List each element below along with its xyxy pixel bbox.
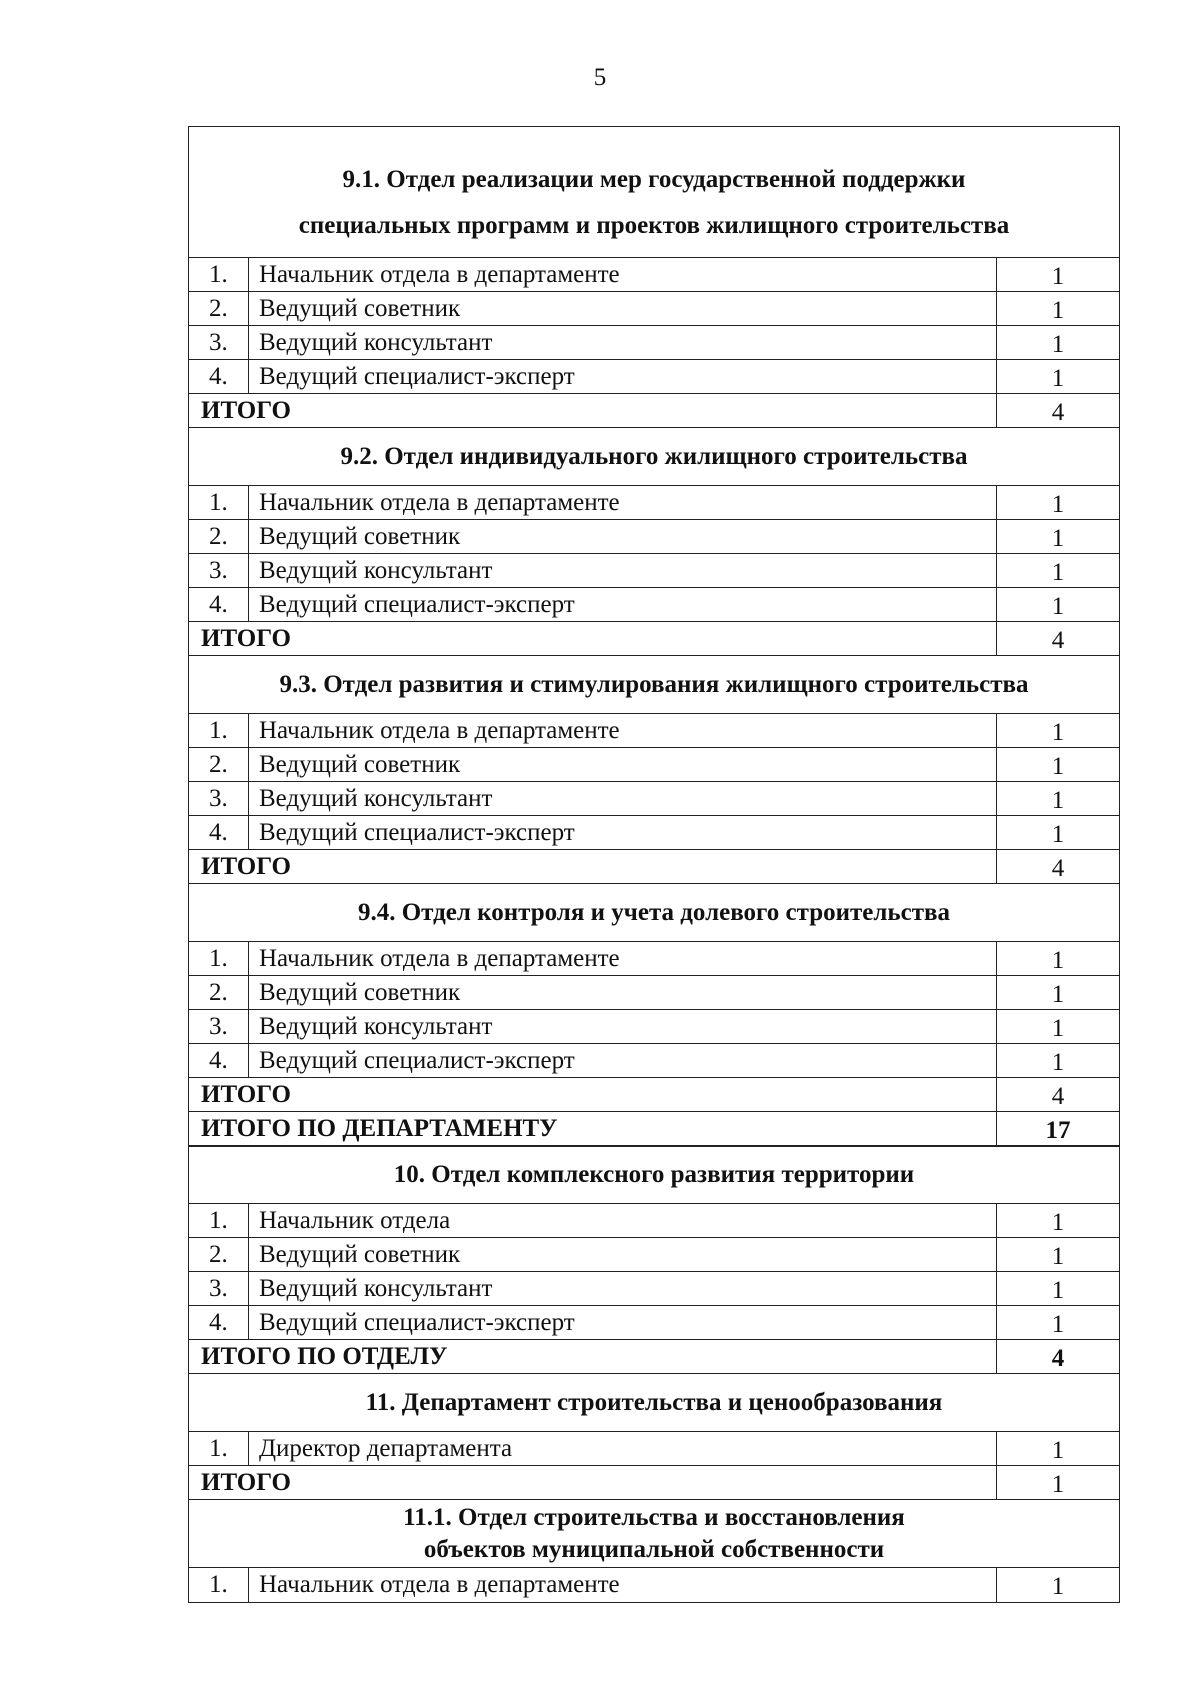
total-value: 17 bbox=[1045, 1116, 1071, 1144]
table-row bbox=[189, 326, 1119, 360]
position-name: Ведущий советник bbox=[249, 976, 997, 1009]
row-number: 2. bbox=[189, 520, 249, 553]
position-count: 1 bbox=[1051, 1276, 1065, 1304]
position-name: Ведущий консультант bbox=[249, 1272, 997, 1305]
position-count: 1 bbox=[1051, 364, 1065, 392]
department-total-row bbox=[189, 1112, 1119, 1146]
section-title-line: специальных программ и проектов жилищного строительства bbox=[298, 212, 1010, 239]
position-name: Ведущий консультант bbox=[249, 326, 997, 359]
section-title-line: 10. Отдел комплексного развития территории bbox=[393, 1161, 915, 1188]
table-row bbox=[189, 520, 1119, 554]
row-number: 1. bbox=[189, 1432, 249, 1465]
row-number: 4. bbox=[189, 816, 249, 849]
total-value: 4 bbox=[1051, 854, 1065, 882]
row-number: 1. bbox=[189, 1204, 249, 1237]
table-row bbox=[189, 1010, 1119, 1044]
table-row bbox=[189, 1306, 1119, 1340]
total-label: ИТОГО bbox=[189, 1078, 997, 1111]
total-value: 4 bbox=[1051, 1082, 1065, 1110]
row-number: 3. bbox=[189, 326, 249, 359]
row-number: 1. bbox=[189, 258, 249, 291]
section-title-line: 9.4. Отдел контроля и учета долевого строительства bbox=[357, 898, 951, 926]
total-row bbox=[189, 394, 1119, 428]
section-header bbox=[189, 1374, 1119, 1432]
row-number: 3. bbox=[189, 554, 249, 587]
table-row bbox=[189, 748, 1119, 782]
position-name: Ведущий консультант bbox=[249, 554, 997, 587]
table-row bbox=[189, 1204, 1119, 1238]
position-name: Директор департамента bbox=[249, 1432, 997, 1465]
position-name: Ведущий специалист-эксперт bbox=[249, 1044, 997, 1077]
position-count: 1 bbox=[1051, 558, 1065, 586]
table-row bbox=[189, 486, 1119, 520]
position-name: Начальник отдела bbox=[249, 1204, 997, 1237]
table-row bbox=[189, 588, 1119, 622]
table-row bbox=[189, 360, 1119, 394]
position-count: 1 bbox=[1051, 786, 1065, 814]
section-header bbox=[189, 884, 1119, 942]
total-value: 4 bbox=[1051, 398, 1065, 426]
position-name: Ведущий советник bbox=[249, 748, 997, 781]
row-number: 1. bbox=[189, 486, 249, 519]
position-count: 1 bbox=[1051, 296, 1065, 324]
row-number: 2. bbox=[189, 292, 249, 325]
total-value: 1 bbox=[1051, 1470, 1065, 1498]
position-count: 1 bbox=[1051, 524, 1065, 552]
position-count: 1 bbox=[1051, 330, 1065, 358]
row-number: 4. bbox=[189, 1044, 249, 1077]
table-row bbox=[189, 816, 1119, 850]
row-number: 3. bbox=[189, 1010, 249, 1043]
table-row bbox=[189, 1044, 1119, 1078]
table-row bbox=[189, 1432, 1119, 1466]
position-name: Ведущий консультант bbox=[249, 782, 997, 815]
position-count: 1 bbox=[1051, 1436, 1065, 1464]
section-header bbox=[189, 1500, 1119, 1568]
position-count: 1 bbox=[1051, 980, 1065, 1008]
staff-table bbox=[188, 126, 1120, 1603]
total-row bbox=[189, 1340, 1119, 1374]
table-row bbox=[189, 714, 1119, 748]
position-count: 1 bbox=[1051, 1048, 1065, 1076]
total-label: ИТОГО bbox=[189, 1466, 997, 1499]
row-number: 1. bbox=[189, 714, 249, 747]
total-label: ИТОГО ПО ДЕПАРТАМЕНТУ bbox=[189, 1112, 997, 1145]
section-title-line: 9.3. Отдел развития и стимулирования жилищного строительства bbox=[279, 670, 1029, 698]
position-name: Начальник отдела в департаменте bbox=[249, 942, 997, 975]
position-count: 1 bbox=[1051, 820, 1065, 848]
position-name: Ведущий советник bbox=[249, 292, 997, 325]
row-number: 2. bbox=[189, 976, 249, 1009]
total-label: ИТОГО bbox=[189, 394, 997, 427]
total-row bbox=[189, 1466, 1119, 1500]
position-name: Начальник отдела в департаменте bbox=[249, 486, 997, 519]
position-name: Ведущий консультант bbox=[249, 1010, 997, 1043]
position-name: Ведущий специалист-эксперт bbox=[249, 1306, 997, 1339]
section-title-line: объектов муниципальной собственности bbox=[423, 1535, 885, 1563]
position-count: 1 bbox=[1051, 718, 1065, 746]
position-name: Ведущий советник bbox=[249, 1238, 997, 1271]
row-number: 1. bbox=[189, 1568, 249, 1602]
total-row bbox=[189, 1078, 1119, 1112]
row-number: 2. bbox=[189, 748, 249, 781]
section-header bbox=[189, 127, 1119, 258]
position-name: Ведущий специалист-эксперт bbox=[249, 816, 997, 849]
section-header bbox=[189, 656, 1119, 714]
row-number: 4. bbox=[189, 588, 249, 621]
total-value: 4 bbox=[1051, 626, 1065, 654]
row-number: 4. bbox=[189, 1306, 249, 1339]
position-name: Ведущий советник bbox=[249, 520, 997, 553]
total-row bbox=[189, 622, 1119, 656]
row-number: 2. bbox=[189, 1238, 249, 1271]
section-header bbox=[189, 1146, 1119, 1204]
section-title-line: 11. Департамент строительства и ценообразования bbox=[365, 1388, 943, 1416]
table-row bbox=[189, 1238, 1119, 1272]
position-count: 1 bbox=[1051, 490, 1065, 518]
table-row bbox=[189, 782, 1119, 816]
page-number: 5 bbox=[593, 64, 607, 91]
position-count: 1 bbox=[1051, 1573, 1065, 1600]
position-count: 1 bbox=[1051, 1014, 1065, 1042]
table-row bbox=[189, 292, 1119, 326]
total-label: ИТОГО bbox=[189, 622, 997, 655]
position-count: 1 bbox=[1051, 262, 1065, 290]
row-number: 1. bbox=[189, 942, 249, 975]
section-title-line: 11.1. Отдел строительства и восстановления bbox=[403, 1503, 905, 1531]
row-number: 3. bbox=[189, 1272, 249, 1305]
table-row bbox=[189, 942, 1119, 976]
row-number: 3. bbox=[189, 782, 249, 815]
row-number: 4. bbox=[189, 360, 249, 393]
total-label: ИТОГО bbox=[189, 850, 997, 883]
position-count: 1 bbox=[1051, 946, 1065, 974]
position-count: 1 bbox=[1051, 1242, 1065, 1270]
total-label: ИТОГО ПО ОТДЕЛУ bbox=[189, 1340, 997, 1373]
section-header bbox=[189, 428, 1119, 486]
table-row bbox=[189, 976, 1119, 1010]
position-name: Ведущий специалист-эксперт bbox=[249, 588, 997, 621]
position-count: 1 bbox=[1051, 752, 1065, 780]
position-count: 1 bbox=[1051, 1310, 1065, 1338]
section-title-line: 9.1. Отдел реализации мер государственной поддержки bbox=[342, 166, 966, 193]
table-row bbox=[189, 258, 1119, 292]
total-value: 4 bbox=[1051, 1344, 1065, 1372]
position-name: Ведущий специалист-эксперт bbox=[249, 360, 997, 393]
position-name: Начальник отдела в департаменте bbox=[249, 258, 997, 291]
position-name: Начальник отдела в департаменте bbox=[249, 1568, 997, 1602]
position-count: 1 bbox=[1051, 1208, 1065, 1236]
position-count: 1 bbox=[1051, 592, 1065, 620]
section-title-line: 9.2. Отдел индивидуального жилищного строительства bbox=[340, 442, 968, 470]
table-row bbox=[189, 1272, 1119, 1306]
table-row bbox=[189, 554, 1119, 588]
table-row bbox=[189, 1568, 1119, 1602]
position-name: Начальник отдела в департаменте bbox=[249, 714, 997, 747]
total-row bbox=[189, 850, 1119, 884]
